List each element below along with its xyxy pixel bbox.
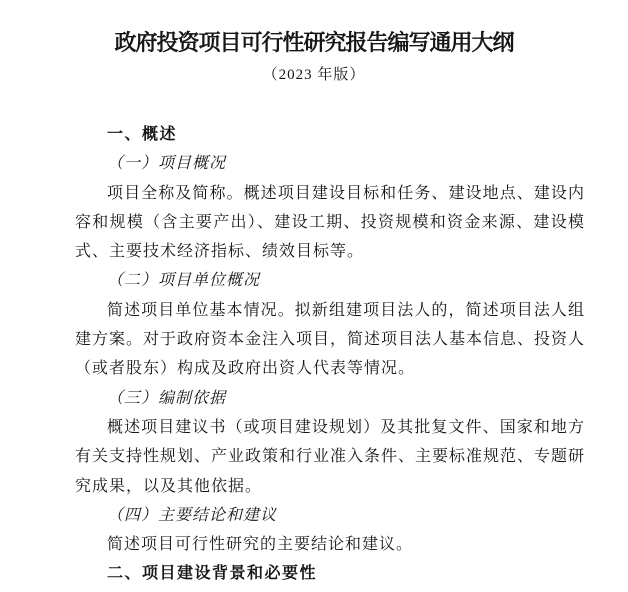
section-heading-2: 二、项目建设背景和必要性 (107, 565, 318, 583)
subsection-heading-1-4: （四）主要结论和建议 (107, 506, 278, 524)
subsection-heading-1-2: （二）项目单位概况 (107, 272, 261, 290)
subsection-heading-1-1: （一）项目概况 (107, 155, 227, 173)
document-edition: （2023 年版） (262, 67, 366, 83)
section-heading-1: 一、概述 (107, 126, 178, 143)
paragraph-project-overview: 项目全称及简称。概述项目建设目标和任务、建设地点、建设内容和规模（含主要产出）、建设工期、投资规模和资金来源、建设模式、主要技术经济指标、绩效目标等。 (75, 184, 585, 261)
paragraph-compilation-basis: 概述项目建议书（或项目建设规划）及其批复文件、国家和地方有关支持性规划、产业政策和行业准入条件、主要标准规范、专题研究成果，以及其他依据。 (75, 418, 586, 495)
paragraph-project-unit-overview: 简述项目单位基本情况。拟新组建项目法人的，简述项目法人组建方案。对于政府资本金注入项目，简述项目法人基本信息、投资人（或者股东）构成及政府出资人代表等情况。 (75, 301, 586, 378)
document-body (75, 120, 585, 589)
document-title: 政府投资项目可行性研究报告编写通用大纲 (114, 30, 514, 55)
paragraph-main-conclusions: 简述项目可行性研究的主要结论和建议。 (107, 536, 414, 554)
subsection-heading-1-3: （三）编制依据 (107, 389, 227, 407)
